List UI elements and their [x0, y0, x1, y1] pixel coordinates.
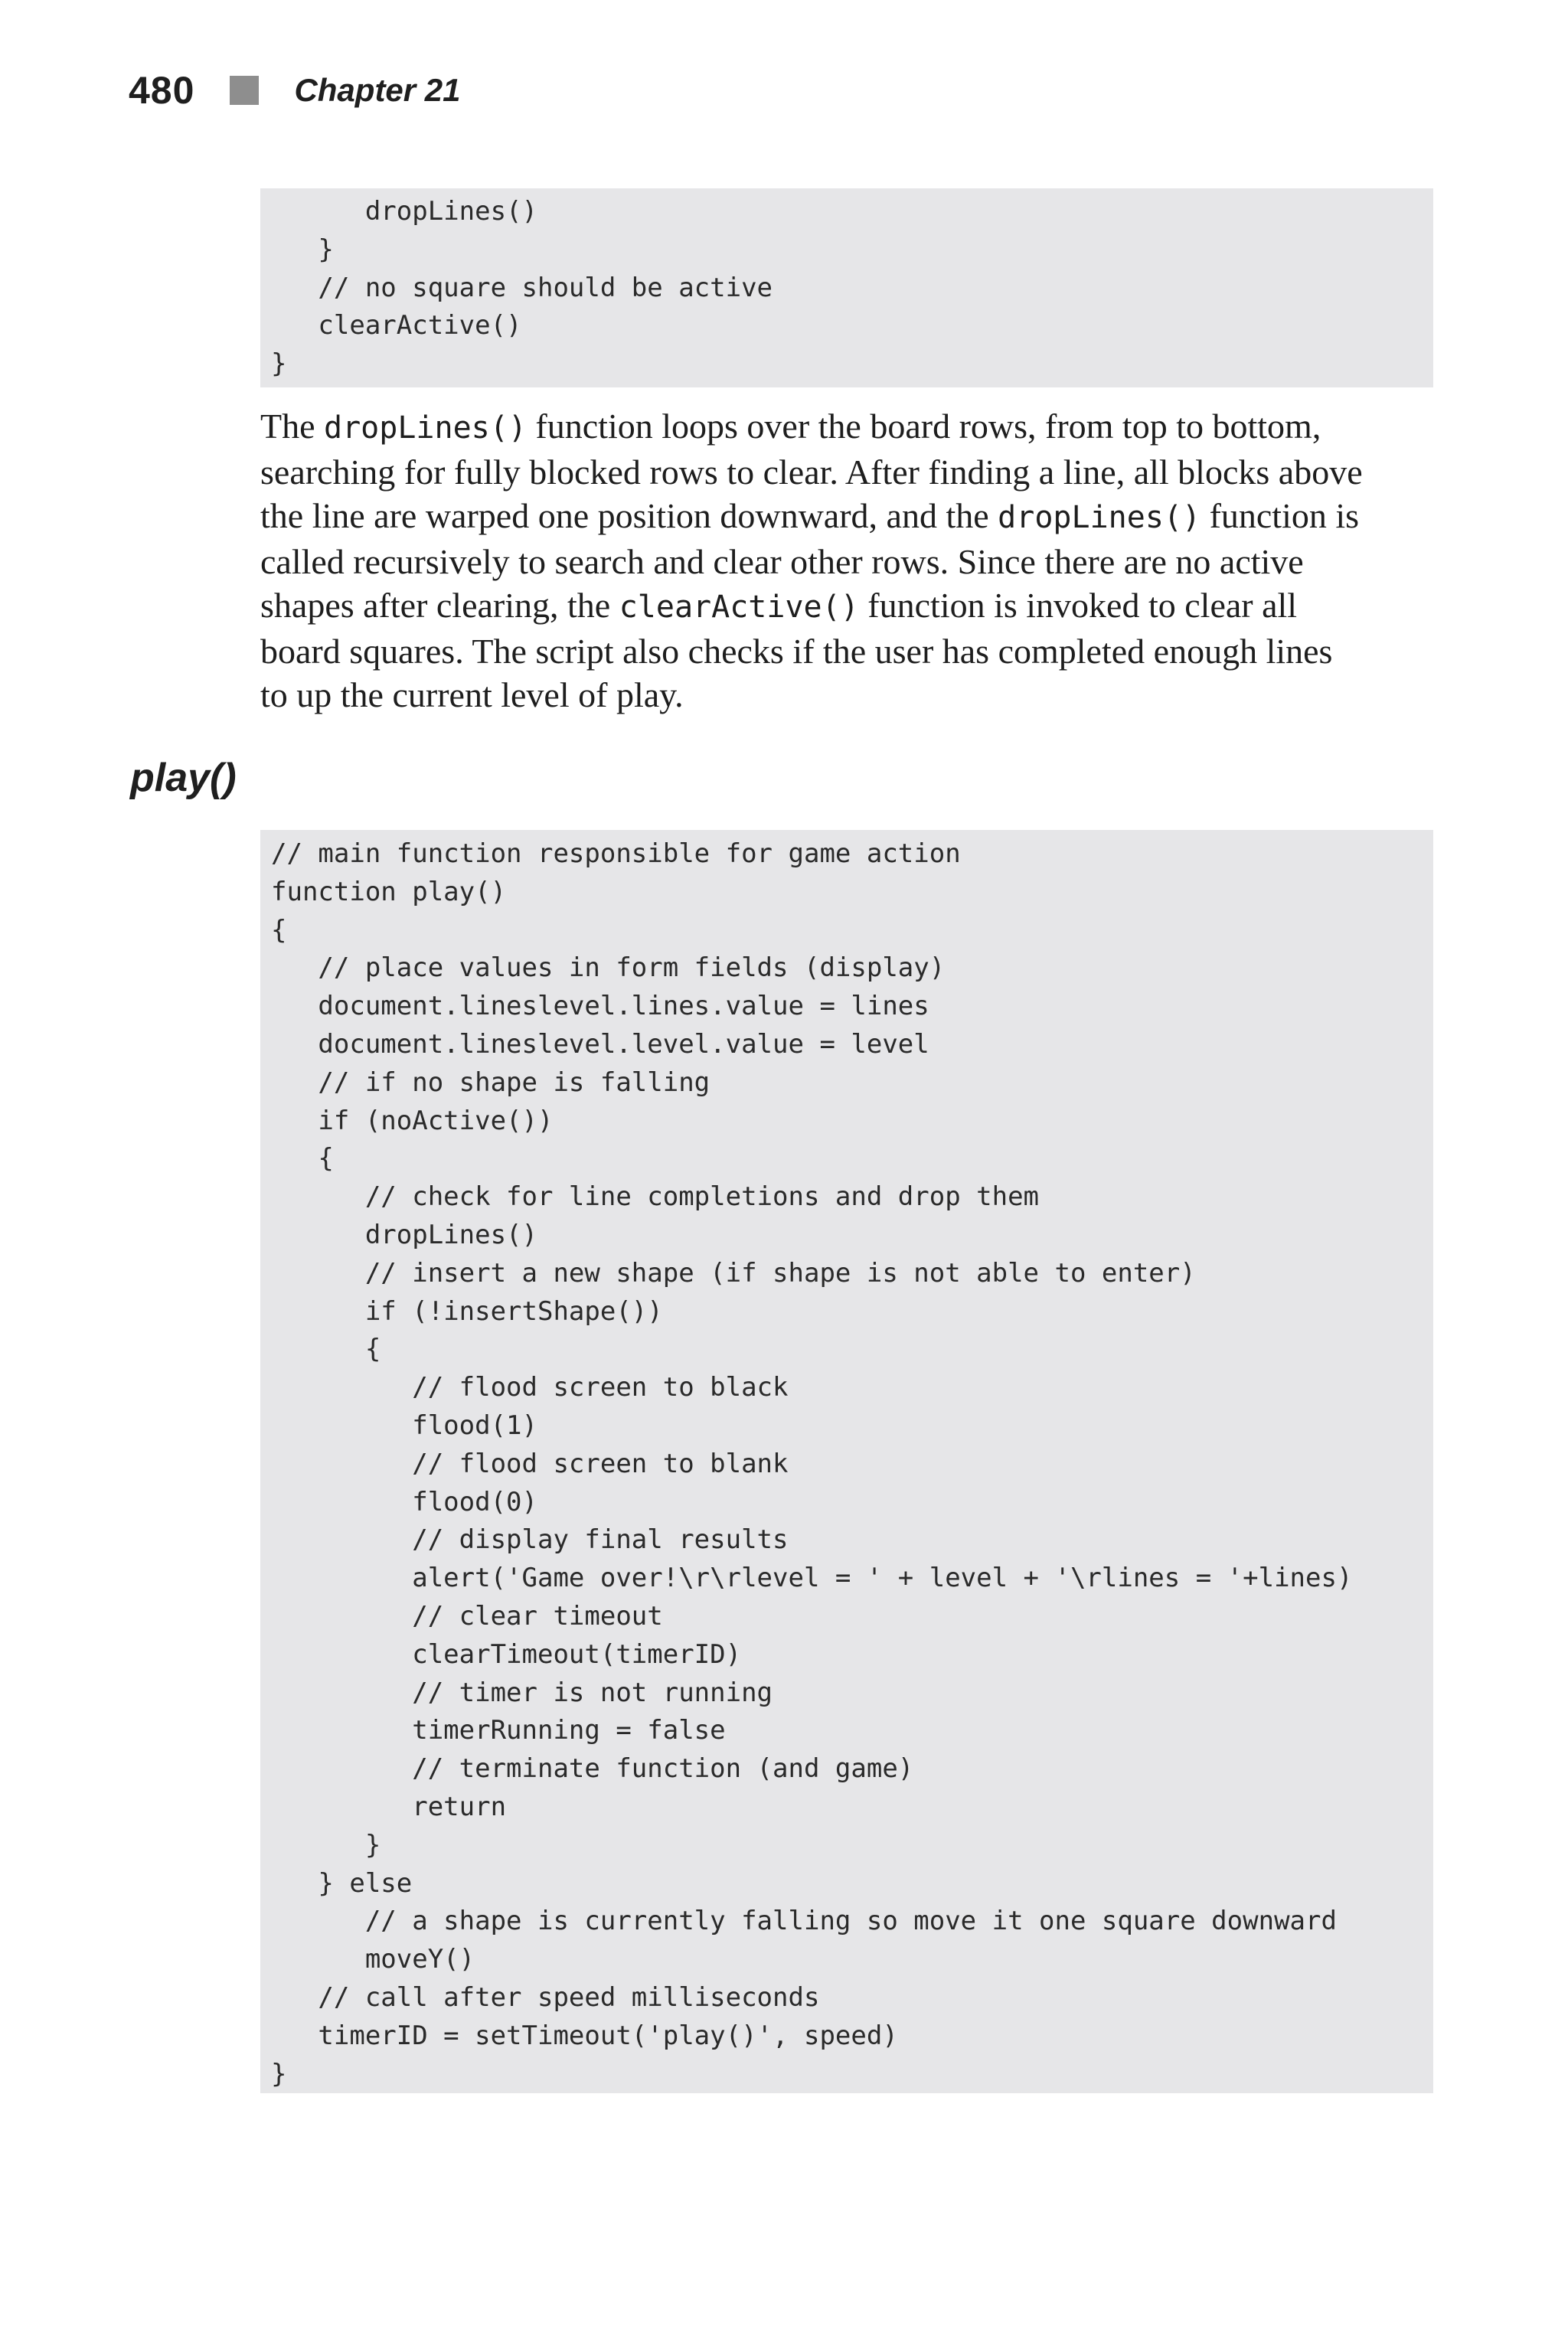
code-line: // place values in form fields (display) [271, 952, 946, 984]
code-line: // no square should be active [271, 272, 773, 303]
running-head [129, 66, 461, 115]
code-line: document.lineslevel.lines.value = lines [271, 991, 929, 1022]
section-heading-play: play() [130, 756, 237, 800]
code-line: // timer is not running [271, 1677, 773, 1708]
code-line: moveY() [271, 1944, 475, 1975]
code-line: dropLines() [271, 1219, 537, 1250]
code-line: // main function responsible for game action [271, 838, 961, 869]
paragraph-text: to up the current level of play. [260, 675, 684, 714]
code-line: if (noActive()) [271, 1105, 554, 1136]
paragraph-line [260, 450, 1439, 494]
code-line: document.lineslevel.level.value = level [271, 1028, 929, 1060]
code-line: } [271, 348, 287, 380]
code-line: // check for line completions and drop them [271, 1181, 1040, 1213]
code-line: // flood screen to black [271, 1372, 789, 1403]
code-line: timerID = setTimeout('play()', speed) [271, 2020, 898, 2051]
paragraph-line [260, 494, 1439, 540]
inline-code: dropLines() [998, 500, 1201, 535]
code-line: flood(1) [271, 1410, 537, 1441]
body-paragraph [260, 404, 1439, 717]
code-line: alert('Game over!\r\rlevel = ' + level + '\rlines = '+lines) [271, 1563, 1353, 1594]
code-line: dropLines() [271, 196, 537, 227]
code-line: // display final results [271, 1524, 789, 1556]
code-line: // flood screen to blank [271, 1448, 789, 1479]
paragraph-line [260, 404, 1439, 450]
inline-code: clearActive() [619, 590, 859, 625]
code-line: timerRunning = false [271, 1715, 726, 1746]
paragraph-line [260, 673, 1439, 717]
code-line: clearActive() [271, 310, 522, 341]
paragraph-text: function is invoked to clear all [858, 586, 1298, 625]
paragraph-line [260, 540, 1439, 583]
code-line: { [271, 1143, 334, 1174]
code-listing-continued [260, 188, 1433, 387]
code-line: } [271, 234, 334, 265]
paragraph-line [260, 629, 1439, 673]
paragraph-line [260, 583, 1439, 629]
page-number: 480 [129, 69, 195, 112]
paragraph-text: called recursively to search and clear other rows. Since there are no active [260, 542, 1304, 581]
chapter-label: Chapter 21 [294, 72, 461, 108]
paragraph-text: the line are warped one position downward, and the [260, 496, 998, 535]
paragraph-text: shapes after clearing, the [260, 586, 619, 625]
inline-code: dropLines() [324, 410, 527, 446]
paragraph-text: The [260, 407, 325, 446]
code-line: // clear timeout [271, 1600, 663, 1632]
code-listing-play [260, 830, 1433, 2093]
paragraph-text: function is [1200, 496, 1360, 535]
code-line: flood(0) [271, 1486, 537, 1517]
code-line: } [271, 1829, 381, 1860]
code-line: // if no shape is falling [271, 1067, 710, 1098]
code-line: function play() [271, 876, 507, 907]
paragraph-text: board squares. The script also checks if the user has completed enough lines [260, 632, 1333, 671]
code-line: return [271, 1791, 507, 1822]
paragraph-text: function loops over the board rows, from top to bottom, [526, 407, 1321, 446]
code-line: // terminate function (and game) [271, 1753, 914, 1785]
code-line: clearTimeout(timerID) [271, 1638, 742, 1670]
header-square-icon [230, 76, 259, 105]
code-line: // call after speed milliseconds [271, 1981, 820, 2013]
code-line: } else [271, 1867, 413, 1899]
code-line: { [271, 914, 287, 946]
paragraph-text: searching for fully blocked rows to clear. After finding a line, all blocks above [260, 452, 1363, 492]
code-line: } [271, 2058, 287, 2089]
code-line: // a shape is currently falling so move it one square downward [271, 1906, 1337, 1937]
code-line: if (!insertShape()) [271, 1295, 663, 1327]
code-line: // insert a new shape (if shape is not able to enter) [271, 1257, 1196, 1289]
code-line: { [271, 1334, 381, 1365]
